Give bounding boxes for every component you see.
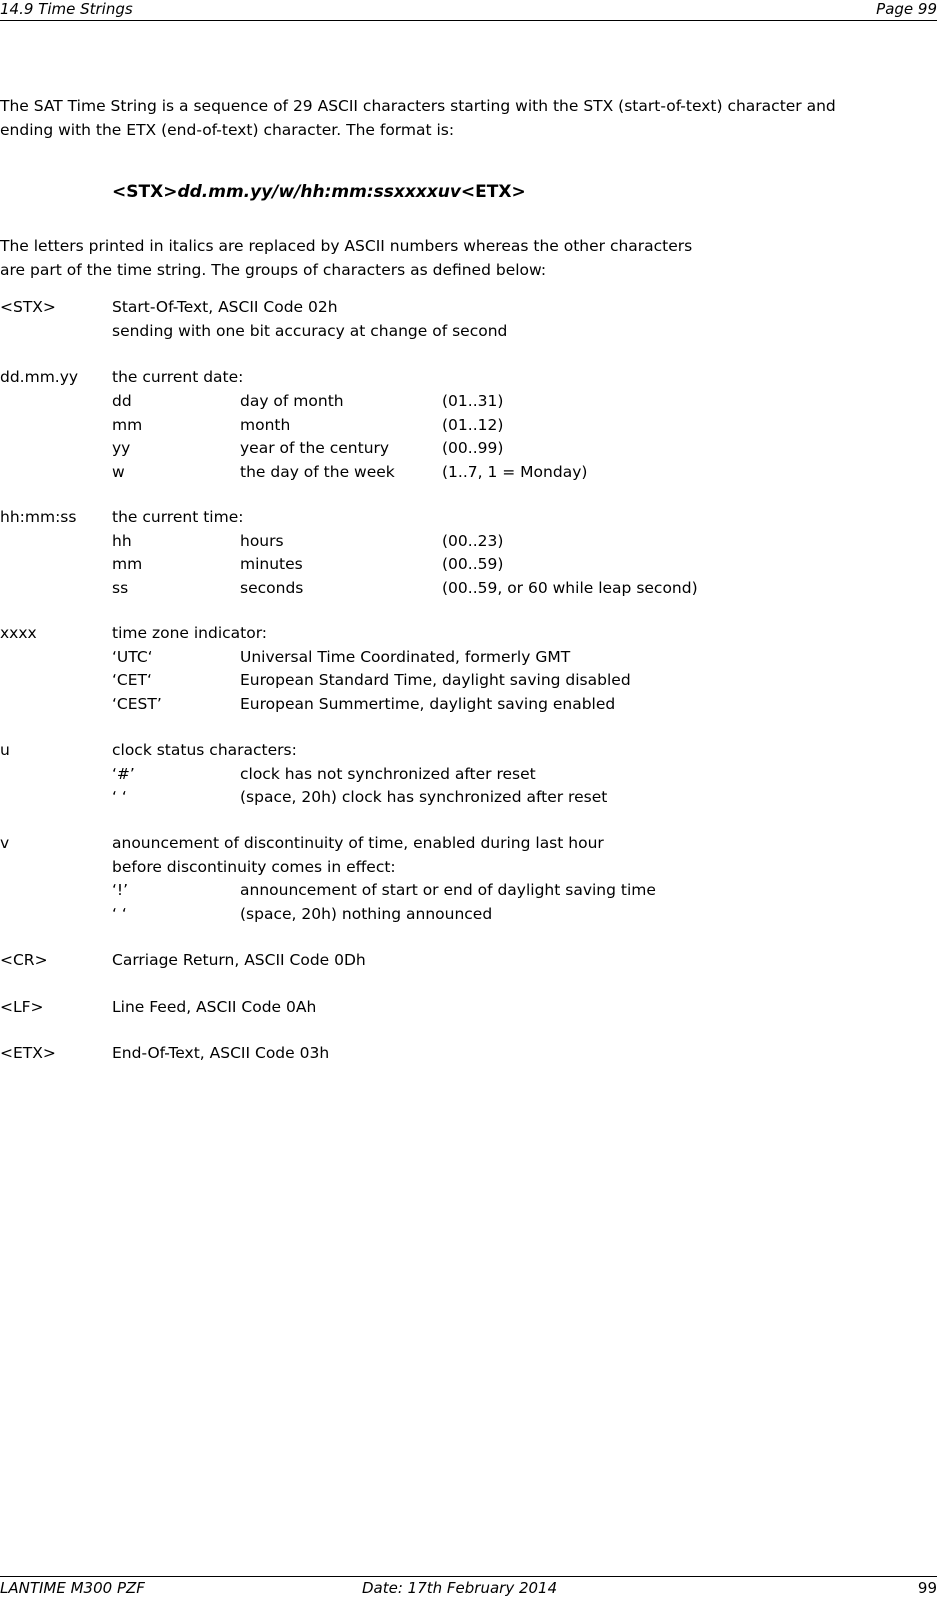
date-row-code: dd (112, 392, 132, 410)
footer-date: Date: 17th February 2014 (362, 1579, 558, 1597)
time-key: hh:mm:ss (0, 508, 77, 526)
date-key: dd.mm.yy (0, 368, 79, 386)
announce-row-desc: (space, 20h) nothing announced (240, 905, 493, 923)
date-row-desc: day of month (240, 392, 344, 410)
date-title: the current date: (112, 368, 244, 386)
announce-row-code: ‘ ‘ (112, 905, 127, 923)
zone-title: time zone indicator: (112, 624, 268, 642)
date-row-range: (01..31) (442, 392, 504, 410)
announce-row-desc: announcement of start or end of daylight saving time (240, 881, 656, 899)
announce-line-2: before discontinuity comes in effect: (112, 858, 396, 876)
section-title: 14.9 Time Strings (0, 0, 133, 18)
date-row-code: mm (112, 416, 143, 434)
time-row-desc: minutes (240, 555, 303, 573)
time-row-code: hh (112, 532, 132, 550)
header-page-number: Page 99 (876, 0, 937, 18)
date-row-range: (01..12) (442, 416, 504, 434)
zone-row-code: ‘CET‘ (112, 671, 152, 689)
explain-line-1: The letters printed in italics are replaced by ASCII numbers whereas the other characters (0, 237, 693, 255)
status-row-desc: (space, 20h) clock has synchronized after reset (240, 788, 608, 806)
zone-row-desc: Universal Time Coordinated, formerly GMT (240, 648, 571, 666)
stx-line-2: sending with one bit accuracy at change of second (112, 322, 508, 340)
intro-paragraph (0, 94, 836, 142)
date-row-desc: month (240, 416, 291, 434)
date-row-code: w (112, 463, 125, 481)
status-row-desc: clock has not synchronized after reset (240, 765, 536, 783)
footer-page-number: 99 (917, 1579, 937, 1597)
date-row-range: (00..99) (442, 439, 504, 457)
status-key: u (0, 741, 10, 759)
time-row-desc: hours (240, 532, 284, 550)
page-footer (0, 1576, 937, 1599)
cr-desc: Carriage Return, ASCII Code 0Dh (112, 951, 366, 969)
format-etx: <ETX> (460, 182, 526, 202)
zone-row-desc: European Summertime, daylight saving enabled (240, 695, 616, 713)
zone-key: xxxx (0, 624, 37, 642)
explain-paragraph (0, 234, 692, 282)
time-row-desc: seconds (240, 579, 304, 597)
intro-line-2: ending with the ETX (end-of-text) character. The format is: (0, 121, 455, 139)
time-row-range: (00..23) (442, 532, 504, 550)
stx-key: <STX> (0, 298, 56, 316)
time-row-range: (00..59) (442, 555, 504, 573)
cr-key: <CR> (0, 951, 48, 969)
etx-key: <ETX> (0, 1044, 56, 1062)
format-string (112, 181, 526, 203)
etx-desc: End-Of-Text, ASCII Code 03h (112, 1044, 330, 1062)
announce-row-code: ‘!’ (112, 881, 129, 899)
time-row-code: mm (112, 555, 143, 573)
explain-line-2: are part of the time string. The groups of characters as defined below: (0, 261, 547, 279)
date-row-range: (1..7, 1 = Monday) (442, 463, 588, 481)
lf-desc: Line Feed, ASCII Code 0Ah (112, 998, 317, 1016)
announce-key: v (0, 834, 10, 852)
format-stx: <STX> (112, 182, 178, 202)
format-body: dd.mm.yy/w/hh:mm:ssxxxxuv (177, 182, 461, 202)
footer-product: LANTIME M300 PZF (0, 1579, 145, 1597)
intro-line-1: The SAT Time String is a sequence of 29 ASCII characters starting with the STX (start-of-text) character and (0, 97, 836, 115)
zone-row-code: ‘CEST’ (112, 695, 162, 713)
status-row-code: ‘ ‘ (112, 788, 127, 806)
status-title: clock status characters: (112, 741, 297, 759)
time-row-range: (00..59, or 60 while leap second) (442, 579, 698, 597)
date-row-desc: the day of the week (240, 463, 395, 481)
time-row-code: ss (112, 579, 129, 597)
zone-row-desc: European Standard Time, daylight saving disabled (240, 671, 631, 689)
announce-line-1: anouncement of discontinuity of time, enabled during last hour (112, 834, 604, 852)
lf-key: <LF> (0, 998, 44, 1016)
page-header (0, 0, 937, 21)
time-title: the current time: (112, 508, 244, 526)
date-row-code: yy (112, 439, 131, 457)
status-row-code: ‘#’ (112, 765, 135, 783)
stx-line-1: Start-Of-Text, ASCII Code 02h (112, 298, 338, 316)
zone-row-code: ‘UTC‘ (112, 648, 153, 666)
date-row-desc: year of the century (240, 439, 390, 457)
